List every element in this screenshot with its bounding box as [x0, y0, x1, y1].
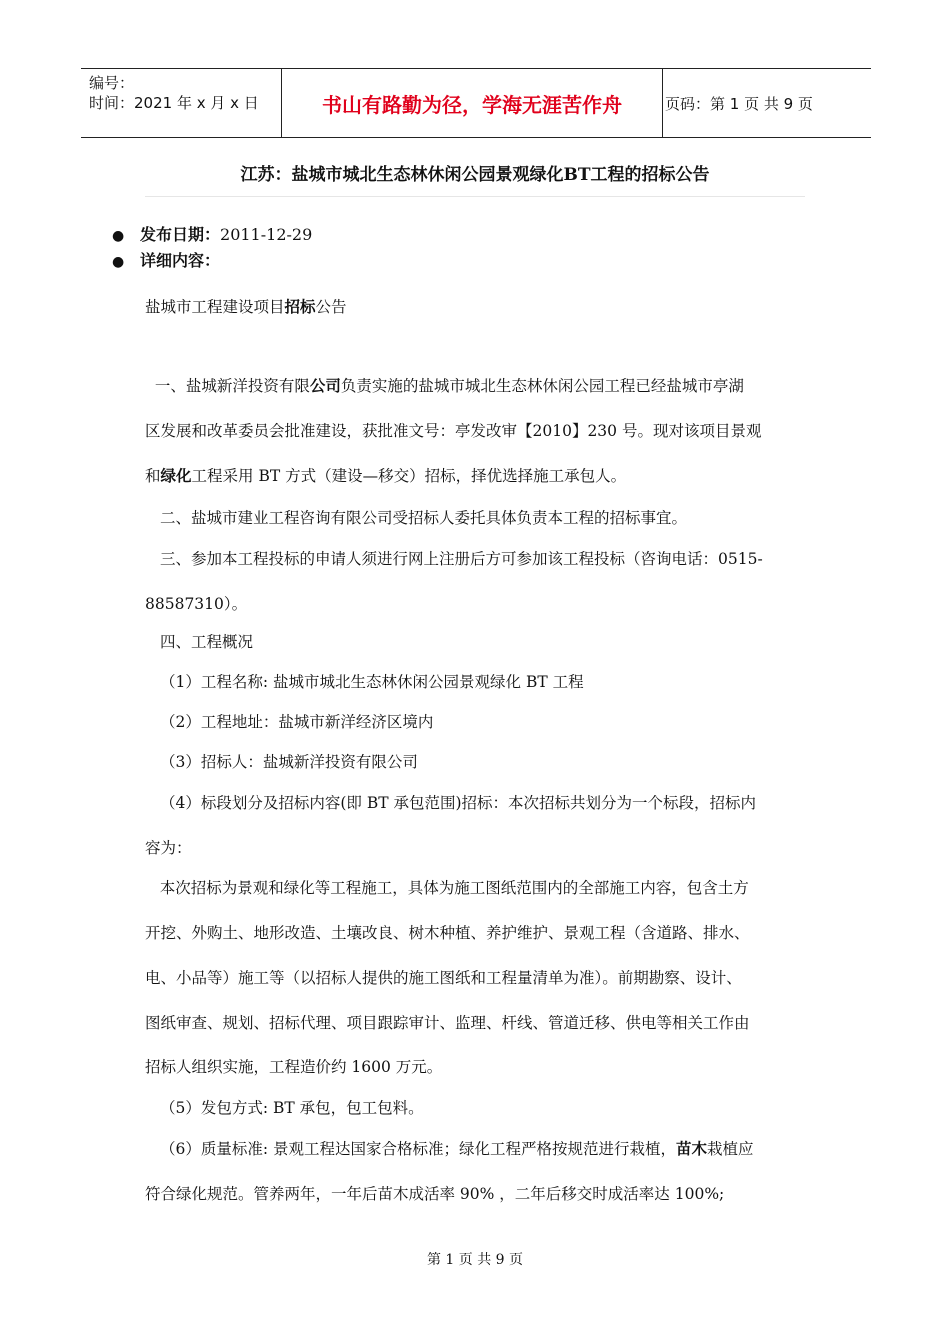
detail-label: 详细内容： [140, 251, 221, 270]
bullet-icon: ● [112, 228, 125, 244]
body-heading: 盐城市工程建设项目招标公告 [145, 297, 347, 316]
title-divider [145, 196, 805, 197]
section-4-heading: 四、工程概况 [160, 633, 254, 651]
item-1: （1）工程名称: 盐城市城北生态林休闲公园景观绿化 BT 工程 [160, 673, 584, 691]
page-header [81, 68, 871, 138]
section-1-line-3: 和绿化工程采用 BT 方式（建设—移交）招标，择优选择施工承包人。 [145, 466, 627, 485]
section-1-line-2: 区发展和改革委员会批准建设，获批准文号：亭发改审【2010】230 号。现对该项目景观 [145, 422, 762, 440]
section-3-line-1: 三、参加本工程投标的申请人须进行网上注册后方可参加该工程投标（咨询电话：0515- [160, 550, 763, 568]
scope-line-1: 本次招标为景观和绿化等工程施工，具体为施工图纸范围内的全部施工内容，包含土方 [159, 879, 749, 897]
page-footer: 第 1 页 共 9 页 [426, 1252, 524, 1268]
item-4-line-2: 容为： [145, 839, 192, 857]
publish-date-label: 发布日期： [140, 225, 221, 244]
header-motto: 书山有路勤为径，学海无涯苦作舟 [281, 69, 663, 137]
doc-time-label: 时间：2021 年 x 月 x 日 [89, 94, 259, 112]
item-3: （3）招标人：盐城新洋投资有限公司 [160, 753, 418, 771]
doc-number-label: 编号： [89, 74, 135, 92]
section-3-line-2: 88587310）。 [145, 595, 248, 613]
item-6-line-2: 符合绿化规范。管养两年，一年后苗木成活率 90% ，二年后移交时成活率达 100%; [145, 1185, 725, 1203]
item-6-line-1: （6）质量标准: 景观工程达国家合格标准；绿化工程严格按规范进行栽植，苗木栽植应 [160, 1139, 754, 1158]
bullet-icon: ● [112, 254, 125, 270]
scope-line-2: 开挖、外购土、地形改造、土壤改良、树木种植、养护维护、景观工程（含道路、排水、 [145, 924, 750, 942]
item-2: （2）工程地址：盐城市新洋经济区境内 [160, 713, 434, 731]
scope-line-5: 招标人组织实施，工程造价约 1600 万元。 [145, 1058, 443, 1076]
item-4-line-1: （4）标段划分及招标内容(即 BT 承包范围)招标：本次招标共划分为一个标段，招标内 [160, 794, 757, 812]
header-page-number: 页码：第 1 页 共 9 页 [665, 94, 813, 113]
publish-date-value: 2011-12-29 [220, 225, 313, 244]
publish-date-row [112, 222, 712, 245]
detail-row [112, 248, 712, 271]
header-meta [89, 73, 279, 113]
scope-line-4: 图纸审查、规划、招标代理、项目跟踪审计、监理、杆线、管道迁移、供电等相关工作由 [145, 1014, 750, 1032]
item-5: （5）发包方式: BT 承包，包工包料。 [160, 1099, 424, 1117]
section-1-line-1: 一、盐城新洋投资有限公司负责实施的盐城市城北生态林休闲公园工程已经盐城市亭湖 [154, 376, 744, 395]
page-title: 江苏：盐城市城北生态林休闲公园景观绿化BT工程的招标公告 [240, 165, 710, 185]
scope-line-3: 电、小品等）施工等（以招标人提供的施工图纸和工程量清单为准）。前期勘察、设计、 [145, 969, 742, 987]
section-2: 二、盐城市建业工程咨询有限公司受招标人委托具体负责本工程的招标事宜。 [160, 509, 688, 527]
